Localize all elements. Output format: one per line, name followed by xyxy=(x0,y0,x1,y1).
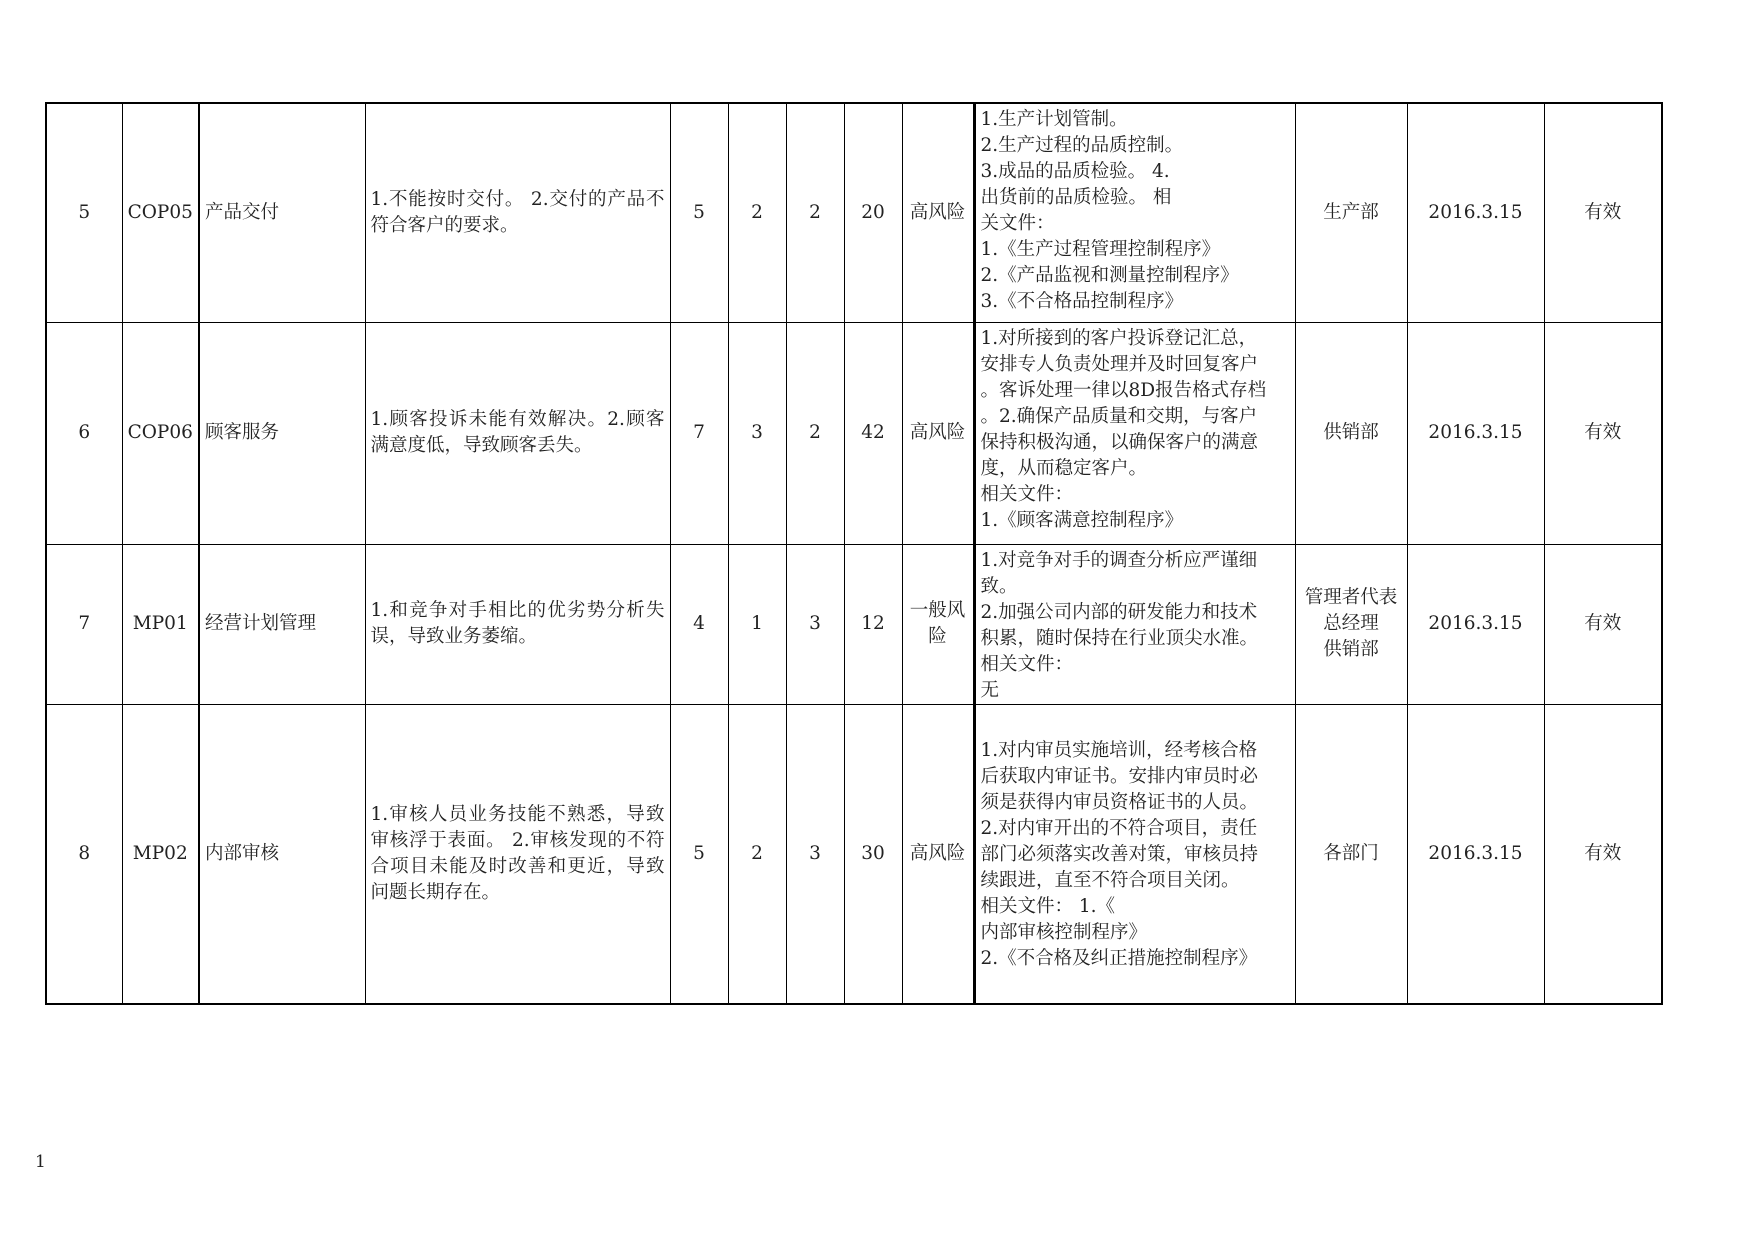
measure-line: 安排专人负责处理并及时回复客户 xyxy=(980,353,1259,375)
measure-line: 3.成品的品质检验。 4. xyxy=(980,161,1170,182)
department-line: 供销部 xyxy=(1323,422,1379,443)
risk-description: 1.和竞争对手相比的优劣势分析失误，导致业务萎缩。 xyxy=(365,544,670,704)
table-row xyxy=(46,103,1662,322)
risk-level: 高风险 xyxy=(902,103,974,322)
measure-line: 2.《不合格及纠正措施控制程序》 xyxy=(980,948,1258,970)
occurrence-score: 3 xyxy=(728,322,786,544)
measure-line: 相关文件： xyxy=(980,653,1074,675)
process-code: COP05 xyxy=(122,103,199,322)
measure-line: 关文件： xyxy=(980,213,1055,234)
process-code: MP01 xyxy=(122,544,199,704)
assessment-date: 2016.3.15 xyxy=(1407,322,1544,544)
page-number: 1 xyxy=(35,1152,46,1172)
risk-description: 1.顾客投诉未能有效解决。2.顾客满意度低，导致顾客丢失。 xyxy=(365,322,670,544)
occurrence-score: 2 xyxy=(728,103,786,322)
measure-line: 1.对竞争对手的调查分析应严谨细 xyxy=(980,549,1258,571)
occurrence-score: 1 xyxy=(728,544,786,704)
measure-line: 内部审核控制程序》 xyxy=(980,922,1148,944)
measure-line: 保持积极沟通，以确保客户的满意 xyxy=(980,431,1259,453)
control-measures xyxy=(974,103,1295,322)
severity-score: 5 xyxy=(670,103,728,322)
measure-line: 。2.确保产品质量和交期，与客户 xyxy=(980,405,1258,427)
measure-line: 无 xyxy=(980,679,1000,701)
detection-score: 3 xyxy=(786,704,844,1004)
measure-line: 2.加强公司内部的研发能力和技术 xyxy=(980,601,1258,623)
department-line: 管理者代表 xyxy=(1304,587,1398,608)
responsible-department xyxy=(1295,544,1407,704)
detection-score: 2 xyxy=(786,322,844,544)
measure-line: 度，从而稳定客户。 xyxy=(980,457,1148,479)
measure-line: 续跟进，直至不符合项目关闭。 xyxy=(980,870,1240,892)
measure-line: 2.《产品监视和测量控制程序》 xyxy=(980,265,1239,286)
process-name: 顾客服务 xyxy=(199,322,365,544)
responsible-department xyxy=(1295,322,1407,544)
process-name: 产品交付 xyxy=(199,103,365,322)
department-line: 生产部 xyxy=(1323,201,1379,223)
risk-level: 一般风险 xyxy=(902,544,974,704)
process-name: 经营计划管理 xyxy=(199,544,365,704)
severity-score: 4 xyxy=(670,544,728,704)
row-number: 7 xyxy=(46,544,122,704)
control-measures xyxy=(974,322,1295,544)
measure-line: 积累，随时保持在行业顶尖水准。 xyxy=(980,627,1259,649)
status: 有效 xyxy=(1544,704,1662,1004)
rpn-score: 12 xyxy=(844,544,902,704)
measure-line: 须是获得内审员资格证书的人员。 xyxy=(980,792,1259,814)
row-number: 5 xyxy=(46,103,122,322)
measure-line: 相关文件： xyxy=(980,483,1074,505)
occurrence-score: 2 xyxy=(728,704,786,1004)
table-row xyxy=(46,704,1662,1004)
detection-score: 2 xyxy=(786,103,844,322)
risk-description: 1.不能按时交付。 2.交付的产品不符合客户的要求。 xyxy=(365,103,670,322)
department-line: 供销部 xyxy=(1323,639,1379,660)
assessment-date: 2016.3.15 xyxy=(1407,704,1544,1004)
process-code: MP02 xyxy=(122,704,199,1004)
measure-line: 出货前的品质检验。 相 xyxy=(980,187,1172,208)
risk-level: 高风险 xyxy=(902,704,974,1004)
detection-score: 3 xyxy=(786,544,844,704)
row-number: 8 xyxy=(46,704,122,1004)
measure-line: 2.生产过程的品质控制。 xyxy=(980,135,1184,156)
department-line: 总经理 xyxy=(1323,613,1379,634)
risk-level: 高风险 xyxy=(902,322,974,544)
status: 有效 xyxy=(1544,103,1662,322)
status: 有效 xyxy=(1544,544,1662,704)
responsible-department xyxy=(1295,704,1407,1004)
assessment-date: 2016.3.15 xyxy=(1407,544,1544,704)
measure-line: 后获取内审证书。安排内审员时必 xyxy=(980,766,1259,788)
severity-score: 5 xyxy=(670,704,728,1004)
severity-score: 7 xyxy=(670,322,728,544)
table-row xyxy=(46,544,1662,704)
measure-line: 相关文件： 1.《 xyxy=(980,896,1116,918)
measure-line: 致。 xyxy=(980,575,1018,597)
measure-line: 部门必须落实改善对策，审核员持 xyxy=(980,844,1259,866)
rpn-score: 20 xyxy=(844,103,902,322)
control-measures xyxy=(974,704,1295,1004)
status: 有效 xyxy=(1544,322,1662,544)
rpn-score: 30 xyxy=(844,704,902,1004)
measure-line: 。客诉处理一律以8D报告格式存档 xyxy=(980,379,1267,401)
responsible-department xyxy=(1295,103,1407,322)
row-number: 6 xyxy=(46,322,122,544)
measure-line: 1.对内审员实施培训，经考核合格 xyxy=(980,740,1258,762)
rpn-score: 42 xyxy=(844,322,902,544)
measure-line: 3.《不合格品控制程序》 xyxy=(980,291,1184,312)
process-name: 内部审核 xyxy=(199,704,365,1004)
risk-description: 1.审核人员业务技能不熟悉，导致审核浮于表面。 2.审核发现的不符合项目未能及时改善和更近，导致问题长期存在。 xyxy=(365,704,670,1004)
risk-assessment-table xyxy=(45,102,1663,1005)
process-code: COP06 xyxy=(122,322,199,544)
control-measures xyxy=(974,544,1295,704)
measure-line: 1.对所接到的客户投诉登记汇总， xyxy=(980,327,1258,349)
assessment-date: 2016.3.15 xyxy=(1407,103,1544,322)
measure-line: 1.《生产过程管理控制程序》 xyxy=(980,239,1221,260)
measure-line: 1.《顾客满意控制程序》 xyxy=(980,509,1184,531)
measure-line: 1.生产计划管制。 xyxy=(980,109,1128,130)
measure-line: 2.对内审开出的不符合项目，责任 xyxy=(980,818,1258,840)
department-line: 各部门 xyxy=(1323,842,1379,864)
table-row xyxy=(46,322,1662,544)
